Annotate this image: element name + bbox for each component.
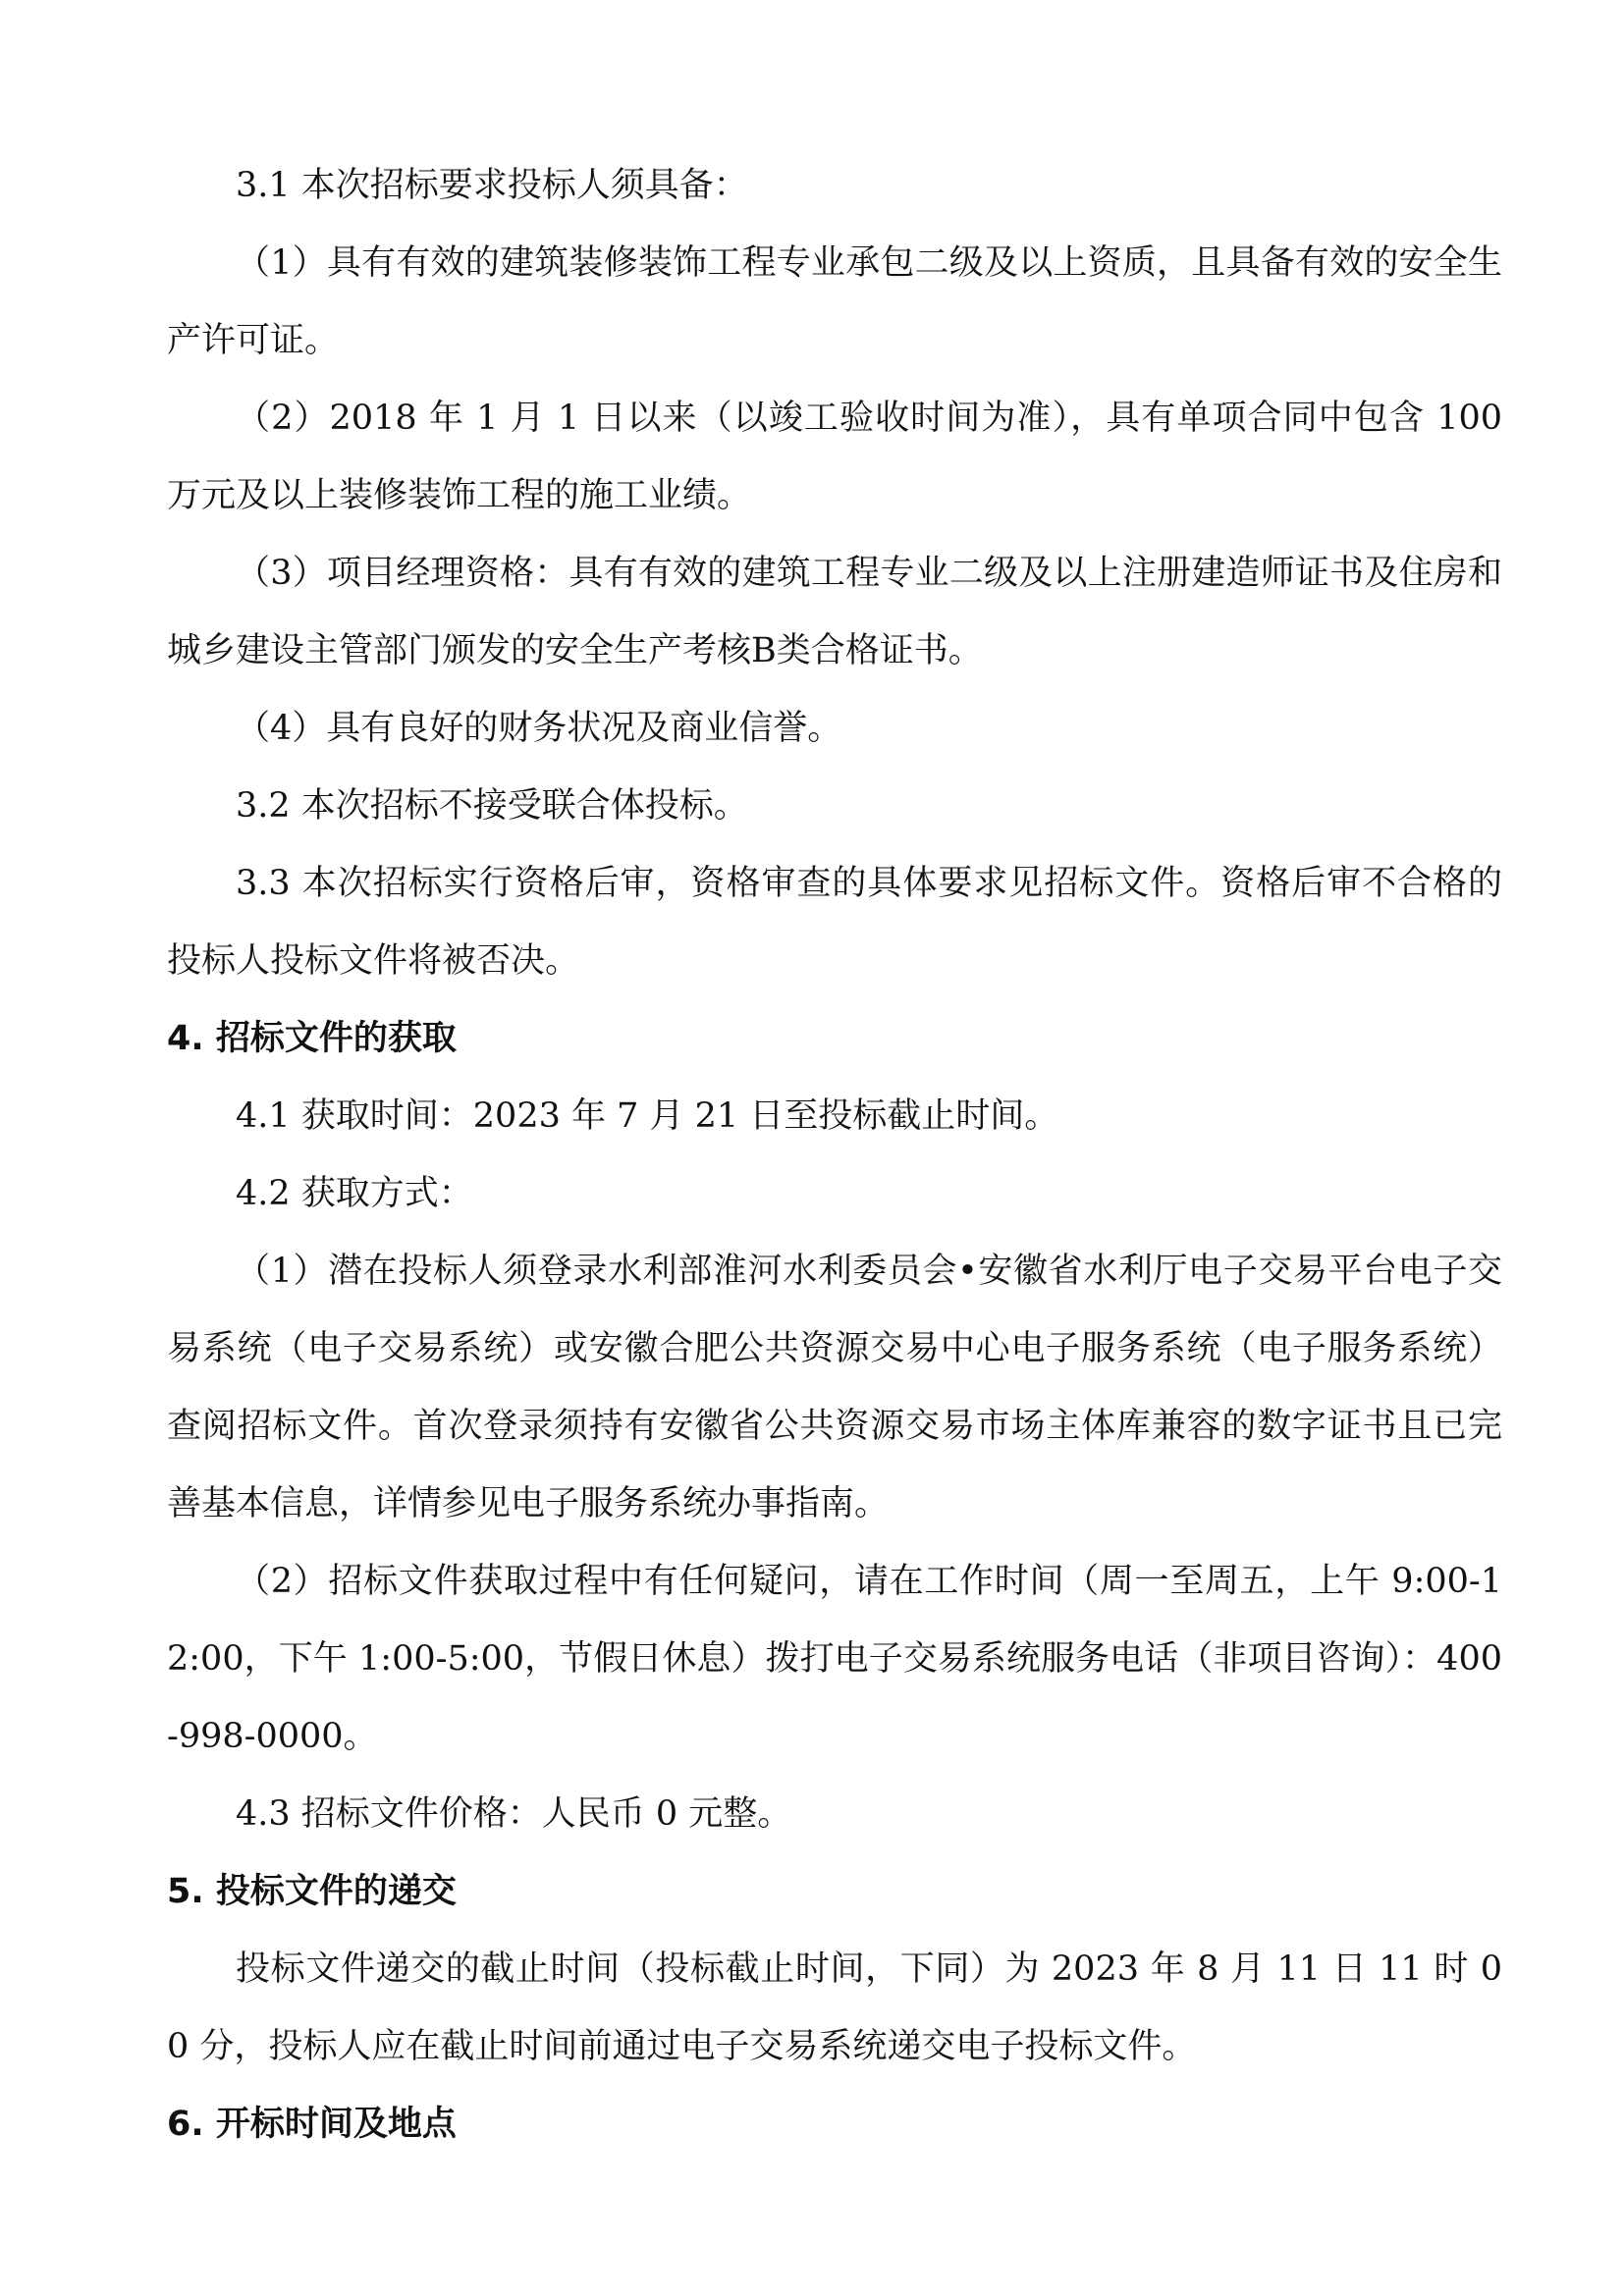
clause-3-3: 3.3 本次招标实行资格后审，资格审查的具体要求见招标文件。资格后审不合格的投标人投标文件将被否决。 xyxy=(167,864,1502,981)
clause-3-1-item-4: （4）具有良好的财务状况及商业信誉。 xyxy=(236,709,842,748)
document-body xyxy=(167,147,1502,2163)
clause-5: 投标文件递交的截止时间（投标截止时间，下同）为 2023 年 8 月 11 日 11 时 00 分，投标人应在截止时间前通过电子交易系统递交电子投标文件。 xyxy=(167,1949,1502,2066)
section-heading-5: 5. 投标文件的递交 xyxy=(167,1872,457,1911)
clause-4-3: 4.3 招标文件价格：人民币 0 元整。 xyxy=(236,1794,792,1834)
clause-4-2-item-1: （1）潜在投标人须登录水利部淮河水利委员会•安徽省水利厅电子交易平台电子交易系统（电子交易系统）或安徽合肥公共资源交易中心电子服务系统（电子服务系统）查阅招标文件。首次登录须持有安徽省公共资源交易市场主体库兼容的数字证书且已完善基本信息，详情参见电子服务系统办事指南。 xyxy=(167,1252,1502,1523)
clause-3-1-item-1: （1）具有有效的建筑装修装饰工程专业承包二级及以上资质，且具备有效的安全生产许可证。 xyxy=(167,243,1502,360)
clause-4-2-item-2: （2）招标文件获取过程中有任何疑问，请在工作时间（周一至周五，上午 9:00-12:00，下午 1:00-5:00，节假日休息）拨打电子交易系统服务电话（非项目咨询）：400-998-0000。 xyxy=(167,1562,1502,1756)
clause-4-1: 4.1 获取时间：2023 年 7 月 21 日至投标截止时间。 xyxy=(236,1096,1059,1136)
clause-4-2: 4.2 获取方式： xyxy=(236,1174,473,1213)
section-heading-6: 6. 开标时间及地点 xyxy=(167,2105,457,2144)
clause-3-1-item-2: （2）2018 年 1 月 1 日以来（以竣工验收时间为准），具有单项合同中包含 100 万元及以上装修装饰工程的施工业绩。 xyxy=(167,399,1502,515)
clause-3-1: 3.1 本次招标要求投标人须具备： xyxy=(236,166,748,205)
clause-3-1-item-3: （3）项目经理资格：具有有效的建筑工程专业二级及以上注册建造师证书及住房和城乡建设主管部门颁发的安全生产考核B类合格证书。 xyxy=(167,554,1502,670)
section-heading-4: 4. 招标文件的获取 xyxy=(167,1019,457,1058)
clause-3-2: 3.2 本次招标不接受联合体投标。 xyxy=(236,786,748,826)
